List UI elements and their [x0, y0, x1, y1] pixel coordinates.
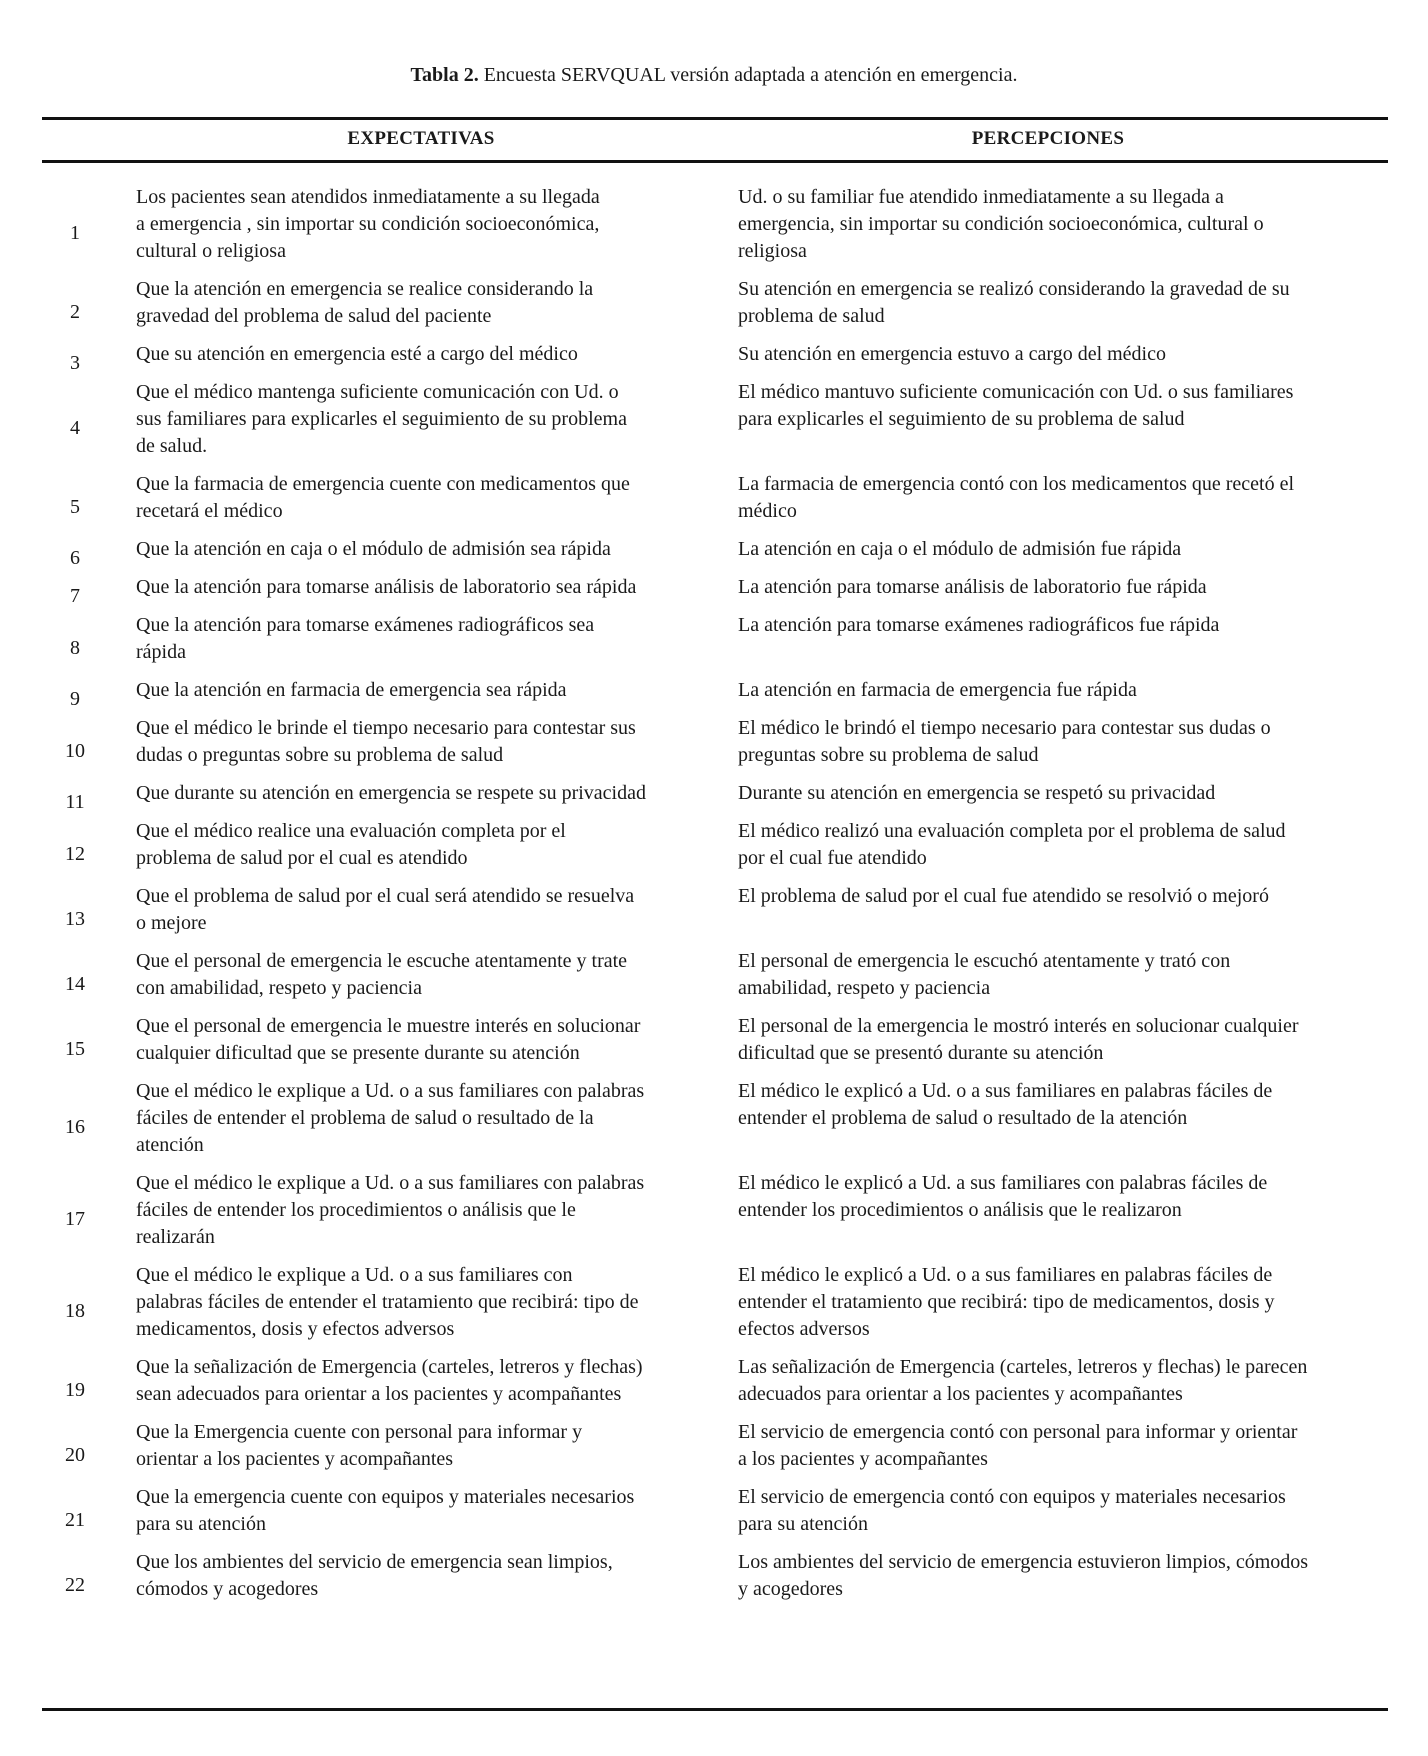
percepcion-cell: [738, 1170, 1378, 1224]
expectativa-cell: [136, 1013, 708, 1067]
percepcion-cell: [738, 780, 1378, 807]
expectativa-line: Que la atención para tomarse análisis de laboratorio sea rápida: [136, 576, 637, 598]
table-top-rule: [42, 117, 1388, 120]
expectativa-cell: [136, 780, 708, 807]
percepcion-cell: [738, 1419, 1378, 1473]
row-number: 2: [70, 300, 80, 323]
percepcion-cell: [738, 715, 1378, 769]
expectativa-line: Que el personal de emergencia le muestre interés en solucionar: [136, 1015, 641, 1037]
expectativa-line: Que el médico le explique a Ud. o a sus familiares con palabras: [136, 1172, 645, 1194]
table-row: [0, 715, 1428, 769]
expectativa-cell: [136, 948, 708, 1002]
expectativa-line: orientar a los pacientes y acompañantes: [136, 1448, 454, 1470]
expectativa-cell: [136, 612, 708, 666]
expectativa-line: Que los ambientes del servicio de emergencia sean limpios,: [136, 1551, 613, 1573]
table-row: [0, 379, 1428, 460]
table-row: [0, 1484, 1428, 1538]
expectativa-line: Que el médico realice una evaluación completa por el: [136, 820, 566, 842]
expectativa-line: Que su atención en emergencia esté a cargo del médico: [136, 343, 578, 365]
expectativa-line: sean adecuados para orientar a los pacientes y acompañantes: [136, 1383, 622, 1405]
table-row: [0, 536, 1428, 569]
percepcion-cell: [738, 184, 1378, 265]
percepcion-line: religiosa: [738, 240, 807, 262]
percepcion-line: para su atención: [738, 1513, 868, 1535]
percepcion-cell: [738, 341, 1378, 368]
row-number: 18: [65, 1300, 85, 1322]
expectativa-cell: [136, 1078, 708, 1159]
table-row: [0, 1078, 1428, 1159]
percepcion-line: Los ambientes del servicio de emergencia estuvieron limpios, cómodos: [738, 1551, 1309, 1573]
row-number: 3: [70, 352, 80, 374]
expectativa-cell: [136, 341, 708, 368]
expectativa-line: Que la Emergencia cuente con personal para informar y: [136, 1421, 583, 1443]
percepcion-cell: [738, 948, 1378, 1002]
expectativa-line: palabras fáciles de entender el tratamiento que recibirá: tipo de: [136, 1291, 639, 1313]
column-header-percepciones: PERCEPCIONES: [971, 128, 1125, 149]
percepcion-line: El médico le explicó a Ud. a sus familiares con palabras fáciles de: [738, 1172, 1268, 1194]
table-row: [0, 1354, 1428, 1408]
percepcion-line: amabilidad, respeto y paciencia: [738, 977, 991, 999]
percepcion-line: preguntas sobre su problema de salud: [738, 744, 1039, 766]
percepcion-cell: [738, 1354, 1378, 1408]
percepcion-line: efectos adversos: [738, 1318, 870, 1340]
expectativa-line: cómodos y acogedores: [136, 1578, 319, 1600]
percepcion-cell: [738, 574, 1378, 601]
percepcion-line: La farmacia de emergencia contó con los medicamentos que recetó el: [738, 473, 1295, 495]
expectativa-cell: [136, 1484, 708, 1538]
expectativa-line: con amabilidad, respeto y paciencia: [136, 977, 422, 999]
percepcion-line: La atención para tomarse exámenes radiográficos fue rápida: [738, 614, 1220, 636]
expectativa-line: Que el médico le brinde el tiempo necesario para contestar sus: [136, 717, 636, 739]
percepcion-line: a los pacientes y acompañantes: [738, 1448, 988, 1470]
expectativa-line: Que la farmacia de emergencia cuente con medicamentos que: [136, 473, 630, 495]
expectativa-cell: [136, 1419, 708, 1473]
expectativa-line: cualquier dificultad que se presente durante su atención: [136, 1042, 580, 1064]
percepcion-cell: [738, 1262, 1378, 1343]
expectativa-line: sus familiares para explicarles el seguimiento de su problema: [136, 408, 627, 430]
percepcion-line: adecuados para orientar a los pacientes y acompañantes: [738, 1383, 1183, 1405]
percepcion-line: Su atención en emergencia se realizó considerando la gravedad de su: [738, 278, 1290, 300]
table-caption: [0, 64, 1428, 87]
row-number: 9: [70, 688, 80, 710]
table-caption-label: Tabla 2.: [410, 64, 479, 86]
expectativa-cell: [136, 677, 708, 704]
table-row: [0, 612, 1428, 666]
expectativa-cell: [136, 574, 708, 601]
table-row: [0, 883, 1428, 937]
expectativa-line: Que el personal de emergencia le escuche atentamente y trate: [136, 950, 628, 972]
table-row: [0, 780, 1428, 813]
percepcion-line: Las señalización de Emergencia (carteles, letreros y flechas) le parecen: [738, 1356, 1308, 1378]
row-number: 12: [65, 842, 85, 865]
table-caption-text: Encuesta SERVQUAL versión adaptada a atención en emergencia.: [478, 64, 1018, 86]
row-number: 20: [65, 1443, 85, 1466]
expectativa-line: recetará el médico: [136, 500, 283, 522]
expectativa-line: problema de salud por el cual es atendido: [136, 847, 468, 869]
row-number: 7: [70, 585, 80, 607]
percepcion-line: El médico le explicó a Ud. o a sus familiares en palabras fáciles de: [738, 1080, 1273, 1102]
percepcion-line: dificultad que se presentó durante su atención: [738, 1042, 1104, 1064]
row-number: 16: [65, 1116, 85, 1138]
percepcion-line: La atención en caja o el módulo de admisión fue rápida: [738, 538, 1182, 560]
percepcion-cell: [738, 1484, 1378, 1538]
expectativa-cell: [136, 715, 708, 769]
expectativa-line: Que el médico le explique a Ud. o a sus familiares con: [136, 1264, 573, 1286]
percepcion-line: El personal de la emergencia le mostró interés en solucionar cualquier: [738, 1015, 1299, 1037]
expectativa-cell: [136, 379, 708, 460]
expectativa-line: Que el problema de salud por el cual será atendido se resuelva: [136, 885, 635, 907]
table-row: [0, 471, 1428, 525]
percepcion-line: Durante su atención en emergencia se respetó su privacidad: [738, 782, 1216, 804]
expectativa-cell: [136, 471, 708, 525]
percepcion-line: entender el tratamiento que recibirá: tipo de medicamentos, dosis y: [738, 1291, 1275, 1313]
percepcion-line: entender el problema de salud o resultado de la atención: [738, 1107, 1188, 1129]
expectativa-cell: [136, 883, 708, 937]
percepcion-cell: [738, 1078, 1378, 1132]
percepcion-line: El médico realizó una evaluación completa por el problema de salud: [738, 820, 1286, 842]
expectativa-line: Que durante su atención en emergencia se respete su privacidad: [136, 782, 646, 804]
row-number: 5: [70, 495, 80, 518]
table-row: [0, 184, 1428, 265]
table-row: [0, 1262, 1428, 1343]
expectativa-cell: [136, 276, 708, 330]
percepcion-cell: [738, 276, 1378, 330]
row-number: 19: [65, 1378, 85, 1401]
expectativa-cell: [136, 536, 708, 563]
row-number: 4: [70, 417, 80, 439]
percepcion-cell: [738, 818, 1378, 872]
percepcion-cell: [738, 677, 1378, 704]
expectativa-line: Que la emergencia cuente con equipos y materiales necesarios: [136, 1486, 635, 1508]
table-row: [0, 1170, 1428, 1251]
percepcion-cell: [738, 536, 1378, 563]
expectativa-cell: [136, 1262, 708, 1343]
expectativa-line: Que la atención para tomarse exámenes radiográficos sea: [136, 614, 595, 636]
row-number: 6: [70, 547, 80, 569]
row-number: 17: [65, 1208, 85, 1230]
percepcion-cell: [738, 471, 1378, 525]
row-number: 11: [65, 791, 85, 813]
percepcion-line: El médico mantuvo suficiente comunicación con Ud. o sus familiares: [738, 381, 1294, 403]
expectativa-line: fáciles de entender los procedimientos o análisis que le: [136, 1199, 576, 1221]
expectativa-line: rápida: [136, 641, 186, 663]
expectativa-line: para su atención: [136, 1513, 266, 1535]
expectativa-line: realizarán: [136, 1226, 215, 1248]
table-row: [0, 677, 1428, 710]
expectativa-line: Que la atención en emergencia se realice considerando la: [136, 278, 594, 300]
table-row: [0, 1549, 1428, 1603]
percepcion-line: emergencia, sin importar su condición socioeconómica, cultural o: [738, 213, 1264, 235]
row-number: 21: [65, 1508, 85, 1531]
expectativa-cell: [136, 184, 708, 265]
row-number: 1: [70, 222, 80, 244]
expectativa-line: Que la atención en farmacia de emergencia sea rápida: [136, 679, 567, 701]
expectativa-cell: [136, 1549, 708, 1603]
percepcion-cell: [738, 612, 1378, 639]
expectativa-cell: [136, 1354, 708, 1408]
percepcion-line: problema de salud: [738, 305, 885, 327]
expectativa-line: atención: [136, 1134, 204, 1156]
expectativa-line: cultural o religiosa: [136, 240, 286, 262]
expectativa-line: Que la señalización de Emergencia (carteles, letreros y flechas): [136, 1356, 643, 1378]
percepcion-cell: [738, 379, 1378, 433]
percepcion-cell: [738, 1013, 1378, 1067]
percepcion-line: El servicio de emergencia contó con personal para informar y orientar: [738, 1421, 1298, 1443]
table-row: [0, 1013, 1428, 1067]
percepcion-line: El personal de emergencia le escuchó atentamente y trató con: [738, 950, 1231, 972]
table-row: [0, 948, 1428, 1002]
expectativa-line: dudas o preguntas sobre su problema de salud: [136, 744, 504, 766]
percepcion-line: por el cual fue atendido: [738, 847, 927, 869]
table-row: [0, 341, 1428, 374]
percepcion-line: El problema de salud por el cual fue atendido se resolvió o mejoró: [738, 885, 1269, 907]
row-number: 10: [65, 739, 85, 762]
expectativa-line: gravedad del problema de salud del paciente: [136, 305, 492, 327]
table-row: [0, 1419, 1428, 1473]
expectativa-line: medicamentos, dosis y efectos adversos: [136, 1318, 455, 1340]
percepcion-line: entender los procedimientos o análisis que le realizaron: [738, 1199, 1182, 1221]
expectativa-cell: [136, 1170, 708, 1251]
expectativa-line: Que el médico le explique a Ud. o a sus familiares con palabras: [136, 1080, 645, 1102]
row-number: 13: [65, 907, 85, 930]
table-row: [0, 574, 1428, 607]
percepcion-line: La atención en farmacia de emergencia fue rápida: [738, 679, 1137, 701]
expectativa-line: a emergencia , sin importar su condición socioeconómica,: [136, 213, 600, 235]
percepcion-line: médico: [738, 500, 797, 522]
row-number: 14: [65, 972, 85, 995]
column-header-expectativas: EXPECTATIVAS: [347, 128, 495, 149]
percepcion-cell: [738, 883, 1378, 910]
percepcion-line: La atención para tomarse análisis de laboratorio fue rápida: [738, 576, 1207, 598]
expectativa-line: Que la atención en caja o el módulo de admisión sea rápida: [136, 538, 611, 560]
expectativa-line: Los pacientes sean atendidos inmediatamente a su llegada: [136, 186, 600, 208]
expectativa-line: fáciles de entender el problema de salud o resultado de la: [136, 1107, 594, 1129]
percepcion-line: El médico le brindó el tiempo necesario para contestar sus dudas o: [738, 717, 1271, 739]
percepcion-line: Ud. o su familiar fue atendido inmediatamente a su llegada a: [738, 186, 1224, 208]
expectativa-line: o mejore: [136, 912, 207, 934]
table-row: [0, 276, 1428, 330]
expectativa-line: de salud.: [136, 435, 208, 457]
percepcion-line: para explicarles el seguimiento de su problema de salud: [738, 408, 1185, 430]
expectativa-cell: [136, 818, 708, 872]
table-row: [0, 818, 1428, 872]
expectativa-line: Que el médico mantenga suficiente comunicación con Ud. o: [136, 381, 619, 403]
row-number: 8: [70, 636, 80, 659]
row-number: 22: [65, 1573, 85, 1596]
row-number: 15: [65, 1037, 85, 1060]
percepcion-cell: [738, 1549, 1378, 1603]
percepcion-line: El servicio de emergencia contó con equipos y materiales necesarios: [738, 1486, 1286, 1508]
percepcion-line: y acogedores: [738, 1578, 843, 1600]
percepcion-line: El médico le explicó a Ud. o a sus familiares en palabras fáciles de: [738, 1264, 1273, 1286]
table-header-rule: [42, 160, 1388, 163]
percepcion-line: Su atención en emergencia estuvo a cargo del médico: [738, 343, 1166, 365]
table-bottom-rule: [42, 1708, 1388, 1711]
